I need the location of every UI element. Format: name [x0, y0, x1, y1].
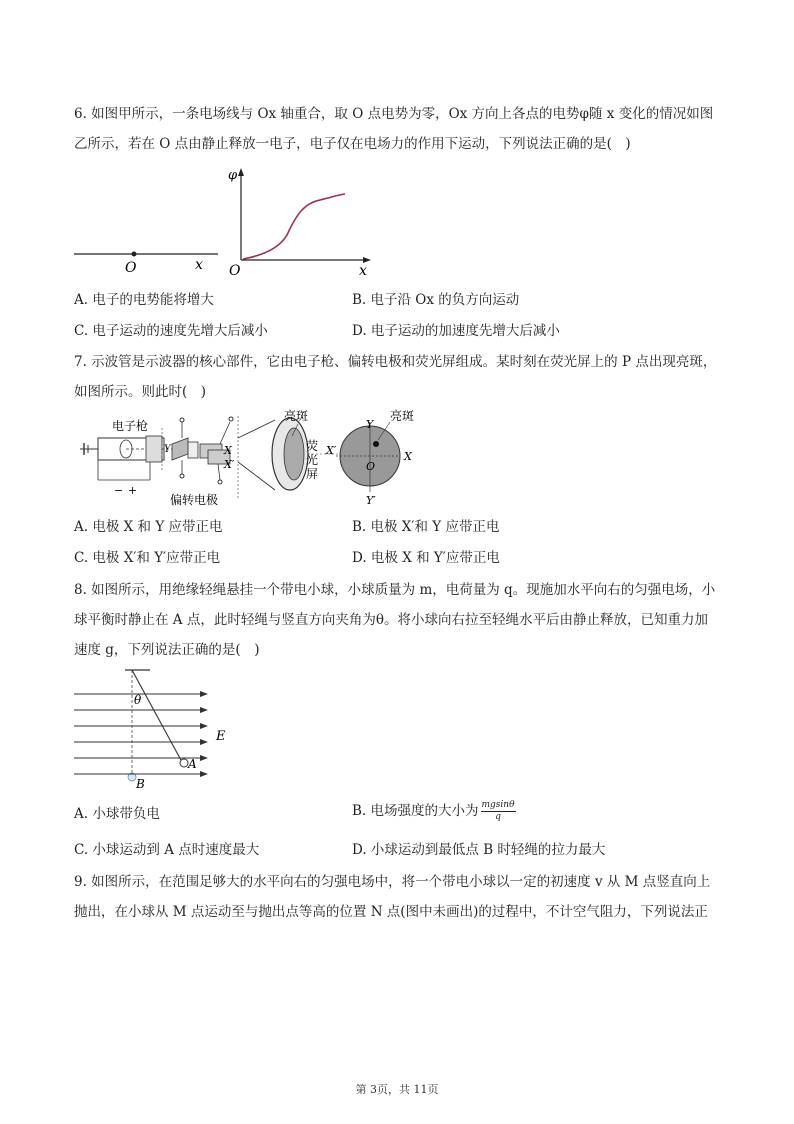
q8-label-b: B	[136, 777, 145, 791]
q8-stem-line3: 速度 g，下列说法正确的是( )	[74, 642, 260, 658]
q8-stem-line2: 球平衡时静止在 A 点，此时轻绳与竖直方向夹角为θ。将小球向右拉至轻绳水平后由静止释放，已知重力加	[74, 612, 708, 628]
q6-axis-x-right: x	[359, 263, 367, 279]
q8-option-c: C. 小球运动到 A 点时速度最大	[74, 842, 260, 858]
q7-option-d: D. 电极 X 和 Y′应带正电	[352, 550, 500, 566]
q6-figure-right	[225, 165, 375, 280]
q8-pendulum-figure	[70, 666, 240, 792]
q8-stem-line1: 8. 如图所示，用绝缘轻绳悬挂一个带电小球，小球质量为 m，电荷量为 q。现施加水平向右的匀强电场，小	[74, 582, 716, 598]
q6-option-b: B. 电子沿 Ox 的负方向运动	[352, 292, 520, 308]
q7-label-o: O	[366, 460, 376, 473]
q8-label-a: A	[188, 757, 197, 771]
q7-label-x-prime: X′	[224, 458, 235, 471]
q7-spot-label-2: 亮斑	[390, 409, 415, 423]
q8-option-b-prefix: B. 电场强度的大小为	[352, 803, 479, 819]
q7-screen-label-1: 荧	[306, 439, 319, 453]
q8-option-b	[352, 800, 516, 823]
q7-label-y-inner: Y	[164, 444, 171, 455]
page-footer: 第 3页，共 11页	[355, 1083, 439, 1096]
q9-stem-line1: 9. 如图所示，在范围足够大的水平向右的匀强电场中，将一个带电小球以一定的初速度 v 从 M 点竖直向上	[74, 874, 711, 890]
q6-stem-line1: 6. 如图甲所示，一条电场线与 Ox 轴重合，取 O 点电势为零，Ox 方向上各点的电势φ随 x 变化的情况如图	[74, 106, 714, 122]
q6-point-o: O	[125, 260, 137, 276]
q7-plus-sign: +	[128, 484, 138, 497]
q6-stem-line2: 乙所示，若在 O 点由静止释放一电子，电子仅在电场力的作用下运动，下列说法正确的是( )	[74, 136, 631, 152]
q6-potential-curve	[243, 194, 345, 259]
q7-plates-label: 偏转电极	[170, 493, 219, 507]
q8-theta: θ	[134, 693, 142, 707]
q6-option-a: A. 电子的电势能将增大	[74, 292, 214, 308]
q7-gun-label: 电子枪	[112, 419, 149, 433]
q7-spot-label-1: 亮斑	[284, 409, 309, 423]
q7-screen-label-3: 屏	[306, 467, 319, 481]
q6-axis-x: x	[195, 257, 203, 273]
q8-fraction-denominator: q	[495, 812, 501, 822]
q7-oscilloscope-figure	[70, 408, 420, 510]
q7-option-c: C. 电极 X′和 Y′应带正电	[74, 550, 221, 566]
q9-stem-line2: 抛出，在小球从 M 点运动至与抛出点等高的位置 N 点(图中未画出)的过程中，不计空气阻力，下列说法正	[74, 904, 708, 920]
q7-stem-line1: 7. 示波管是示波器的核心部件，它由电子枪、偏转电极和荧光屏组成。某时刻在荧光屏上的 P 点出现亮斑，	[74, 354, 717, 370]
q8-option-d: D. 小球运动到最低点 B 时轻绳的拉力最大	[352, 842, 606, 858]
q6-option-d: D. 电子运动的加速度先增大后减小	[352, 323, 560, 339]
q7-minus-sign: −	[114, 484, 124, 497]
q7-stem-line2: 如图所示。则此时( )	[74, 384, 207, 400]
q7-screen-label-2: 光	[306, 453, 319, 467]
q8-fraction-numerator: mgsinθ	[481, 800, 515, 810]
q6-origin: O	[229, 263, 241, 279]
q7-label-y-prime: Y′	[366, 494, 376, 507]
q8-option-a: A. 小球带负电	[74, 806, 160, 822]
q6-figure-left	[70, 240, 220, 276]
q8-label-e: E	[216, 729, 226, 744]
q7-option-b: B. 电极 X′和 Y 应带正电	[352, 519, 500, 535]
q7-label-y: Y	[366, 418, 374, 431]
q7-label-x-screen: X	[404, 450, 412, 463]
q7-option-a: A. 电极 X 和 Y 应带正电	[74, 519, 223, 535]
q8-option-b-fraction	[481, 800, 516, 823]
q7-label-x-prime-screen: X′	[326, 444, 337, 457]
q6-option-c: C. 电子运动的速度先增大后减小	[74, 323, 268, 339]
q7-label-x: X	[224, 444, 232, 457]
q6-axis-phi: φ	[228, 168, 238, 183]
